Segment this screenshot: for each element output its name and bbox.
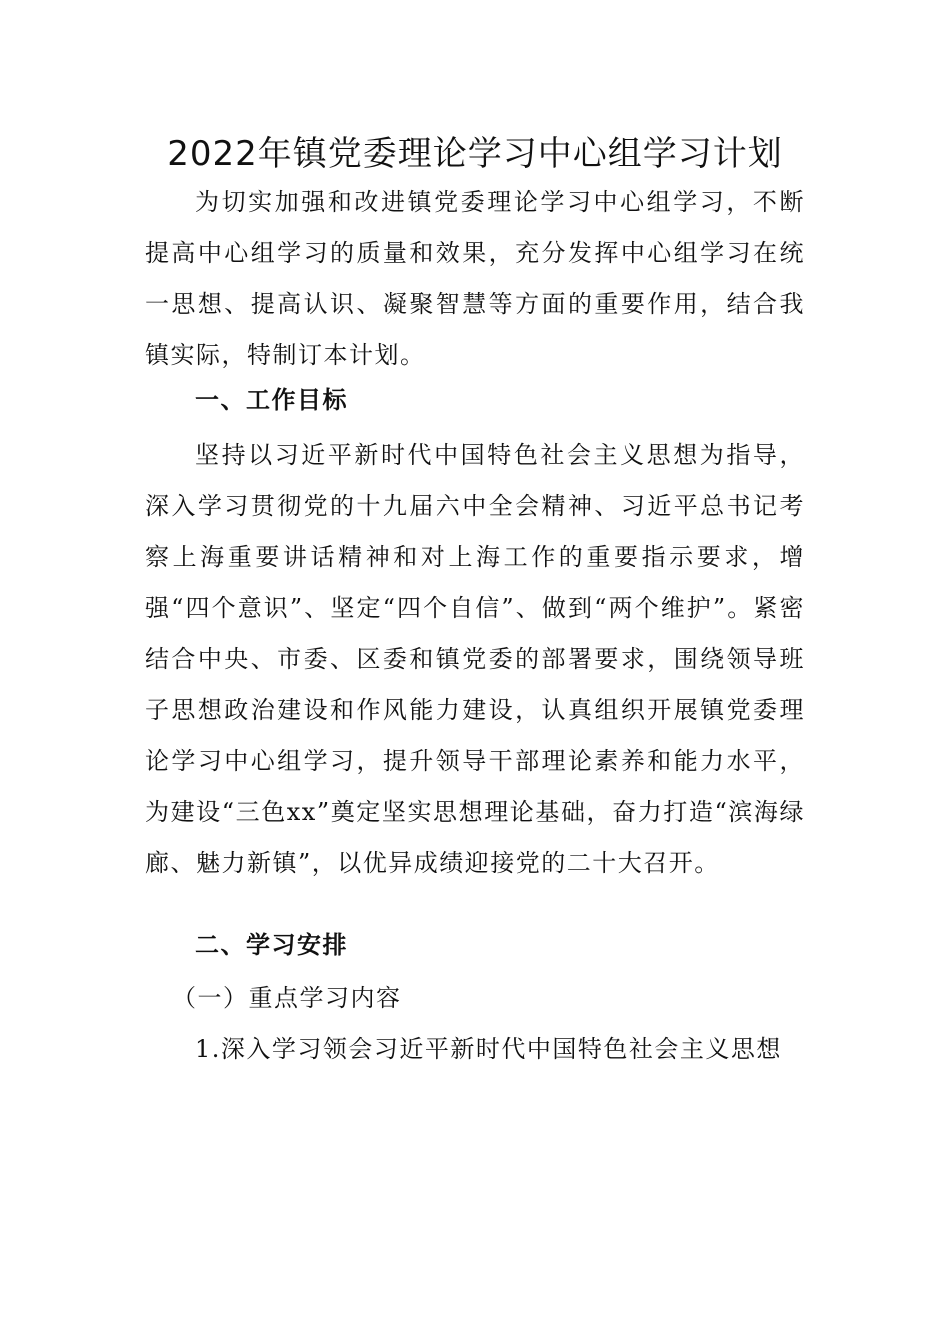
document-title: 2022年镇党委理论学习中心组学习计划 <box>167 134 783 174</box>
work-goals-paragraph: 坚持以习近平新时代中国特色社会主义思想为指导，深入学习贯彻党的十九届六中全会精神、习近平总书记考察上海重要讲话精神和对上海工作的重要指示要求，增强“四个意识”、坚定“四个自信”、做到“两个维护”。紧密结合中央、市委、区委和镇党委的部署要求，围绕领导班子思想政治建设和作风能力建设，认真组织开展镇党委理论学习中心组学习，提升领导干部理论素养和能力水平，为建设“三色xx”奠定坚实思想理论基础，奋力打造“滨海绿廊、魅力新镇”，以优异成绩迎接党的二十大召开。 <box>145 441 805 877</box>
intro-paragraph: 为切实加强和改进镇党委理论学习中心组学习，不断提高中心组学习的质量和效果，充分发挥中心组学习在统一思想、提高认识、凝聚智慧等方面的重要作用，结合我镇实际，特制订本计划。 <box>145 188 805 369</box>
subheading-key-content: （一）重点学习内容 <box>172 984 402 1012</box>
list-item-1: 1.深入学习领会习近平新时代中国特色社会主义思想 <box>195 1035 782 1063</box>
section-heading-study-arrangement: 二、学习安排 <box>195 931 348 959</box>
section-heading-work-goals: 一、工作目标 <box>195 386 348 414</box>
